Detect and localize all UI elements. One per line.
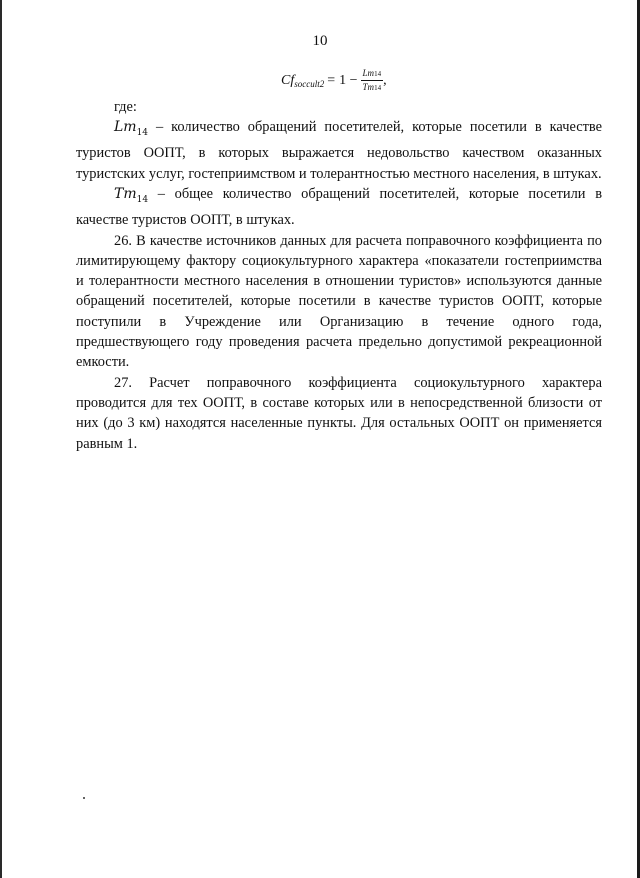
where-label: где: bbox=[114, 99, 137, 115]
formula-denominator: Tm14 bbox=[362, 82, 382, 92]
formula-fraction bbox=[361, 68, 384, 94]
definition-tm14: $Tm_{14}$ – общее количество обращений посетителей, которые посетили в качестве туристов ООПТ, в штуках. bbox=[76, 186, 602, 229]
paragraph-26: 26. В качестве источников данных для расчета поправочного коэффициента по лимитирующему фактору социокультурного характера «показатели гостеприимства и толерантности местного населения в отношении туристов» используются данные обращений посетителей, которые посетили в качестве туристов ООПТ, которые поступили в Учреждение или Организацию в течение одного года, предшествующего году проведения расчета предельно допустимой рекреационной емкости. bbox=[76, 232, 602, 371]
body-text bbox=[76, 97, 602, 454]
formula bbox=[281, 68, 387, 94]
formula-trailing-comma: , bbox=[383, 73, 387, 89]
formula-lhs: Cf bbox=[281, 73, 295, 89]
formula-one-minus: 1 − bbox=[339, 73, 358, 89]
scan-edge-left bbox=[0, 0, 2, 878]
scan-speck bbox=[83, 797, 85, 799]
formula-equals: = bbox=[327, 73, 336, 89]
formula-numerator: Lm14 bbox=[361, 68, 384, 81]
page-number: 10 bbox=[312, 33, 328, 49]
definition-lm14: $Lm_{14}$ – количество обращений посетителей, которые посетили в качестве туристов ООПТ, в которых выражается недовольство качеством оказанных туристских услуг, гостеприимством и толерантностью местного населения, в штуках. bbox=[76, 119, 602, 182]
paragraph-27: 27. Расчет поправочного коэффициента социокультурного характера проводится для тех ООПТ, в составе которых или в непосредственной близости от них (до 3 км) находятся населенные пункты. Для остальных ООПТ он применяется равным 1. bbox=[76, 374, 602, 452]
formula-lhs-subscript: soccult2 bbox=[294, 79, 325, 90]
